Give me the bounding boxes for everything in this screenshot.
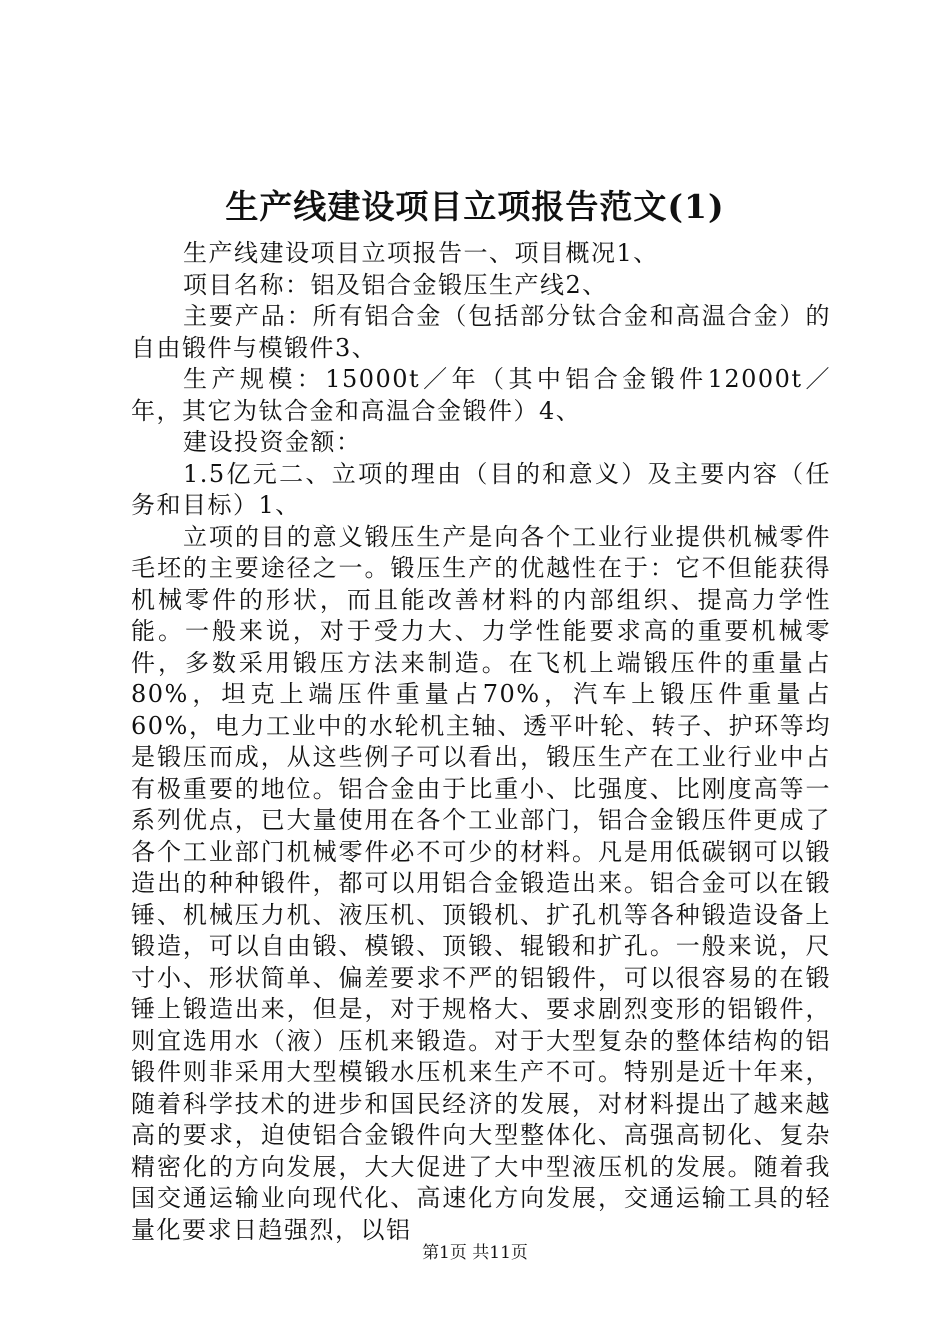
- page-number-footer: 第1页 共11页: [422, 1243, 528, 1263]
- body-paragraph: 立项的目的意义锻压生产是向各个工业行业提供机械零件毛坯的主要途径之一。锻压生产的优越性在于：它不但能获得机械零件的形状，而且能改善材料的内部组织、提高力学性能。一般来说，对于受力大、力学性能要求高的重要机械零件，多数采用锻压方法来制造。在飞机上端锻压件的重量占80%，坦克上端压件重量占70%，汽车上锻压件重量占60%，电力工业中的水轮机主轴、透平叶轮、转子、护环等均是锻压而成，从这些例子可以看出，锻压生产在工业行业中占有极重要的地位。铝合金由于比重小、比强度、比刚度高等一系列优点，已大量使用在各个工业部门，铝合金锻压件更成了各个工业部门机械零件必不可少的材料。凡是用低碳钢可以锻造出的种种锻件，都可以用铝合金锻造出来。铝合金可以在锻锤、机械压力机、液压机、顶锻机、扩孔机等各种锻造设备上锻造，可以自由锻、模锻、顶锻、辊锻和扩孔。一般来说，尺寸小、形状简单、偏差要求不严的铝锻件，可以很容易的在锻锤上锻造出来，但是，对于规格大、要求剧烈变形的铝锻件，则宜选用水（液）压机来锻造。对于大型复杂的整体结构的铝锻件则非采用大型模锻水压机来生产不可。特别是近十年来，随着科学技术的进步和国民经济的发展，对材料提出了越来越高的要求，迫使铝合金锻件向大型整体化、高强高韧化、复杂精密化的方向发展，大大促进了大中型液压机的发展。随着我国交通运输业向现代化、高速化方向发展，交通运输工具的轻量化要求日趋强烈，以铝: [131, 522, 831, 1244]
- document-body: [131, 238, 831, 1246]
- body-paragraph: 生产线建设项目立项报告一、项目概况1、: [183, 239, 659, 267]
- document-title: 生产线建设项目立项报告范文(1): [225, 187, 725, 226]
- body-paragraph: 项目名称：铝及铝合金锻压生产线2、: [183, 270, 608, 299]
- body-paragraph: 生产规模：15000t／年（其中铝合金锻件12000t／年，其它为钛合金和高温合金锻件）4、: [131, 365, 831, 425]
- body-paragraph: 主要产品：所有铝合金（包括部分钛合金和高温合金）的自由锻件与模锻件3、: [131, 302, 831, 362]
- body-paragraph: 建设投资金额：: [183, 428, 362, 456]
- body-paragraph: 1.5亿元二、立项的理由（目的和意义）及主要内容（任务和目标）1、: [131, 459, 831, 519]
